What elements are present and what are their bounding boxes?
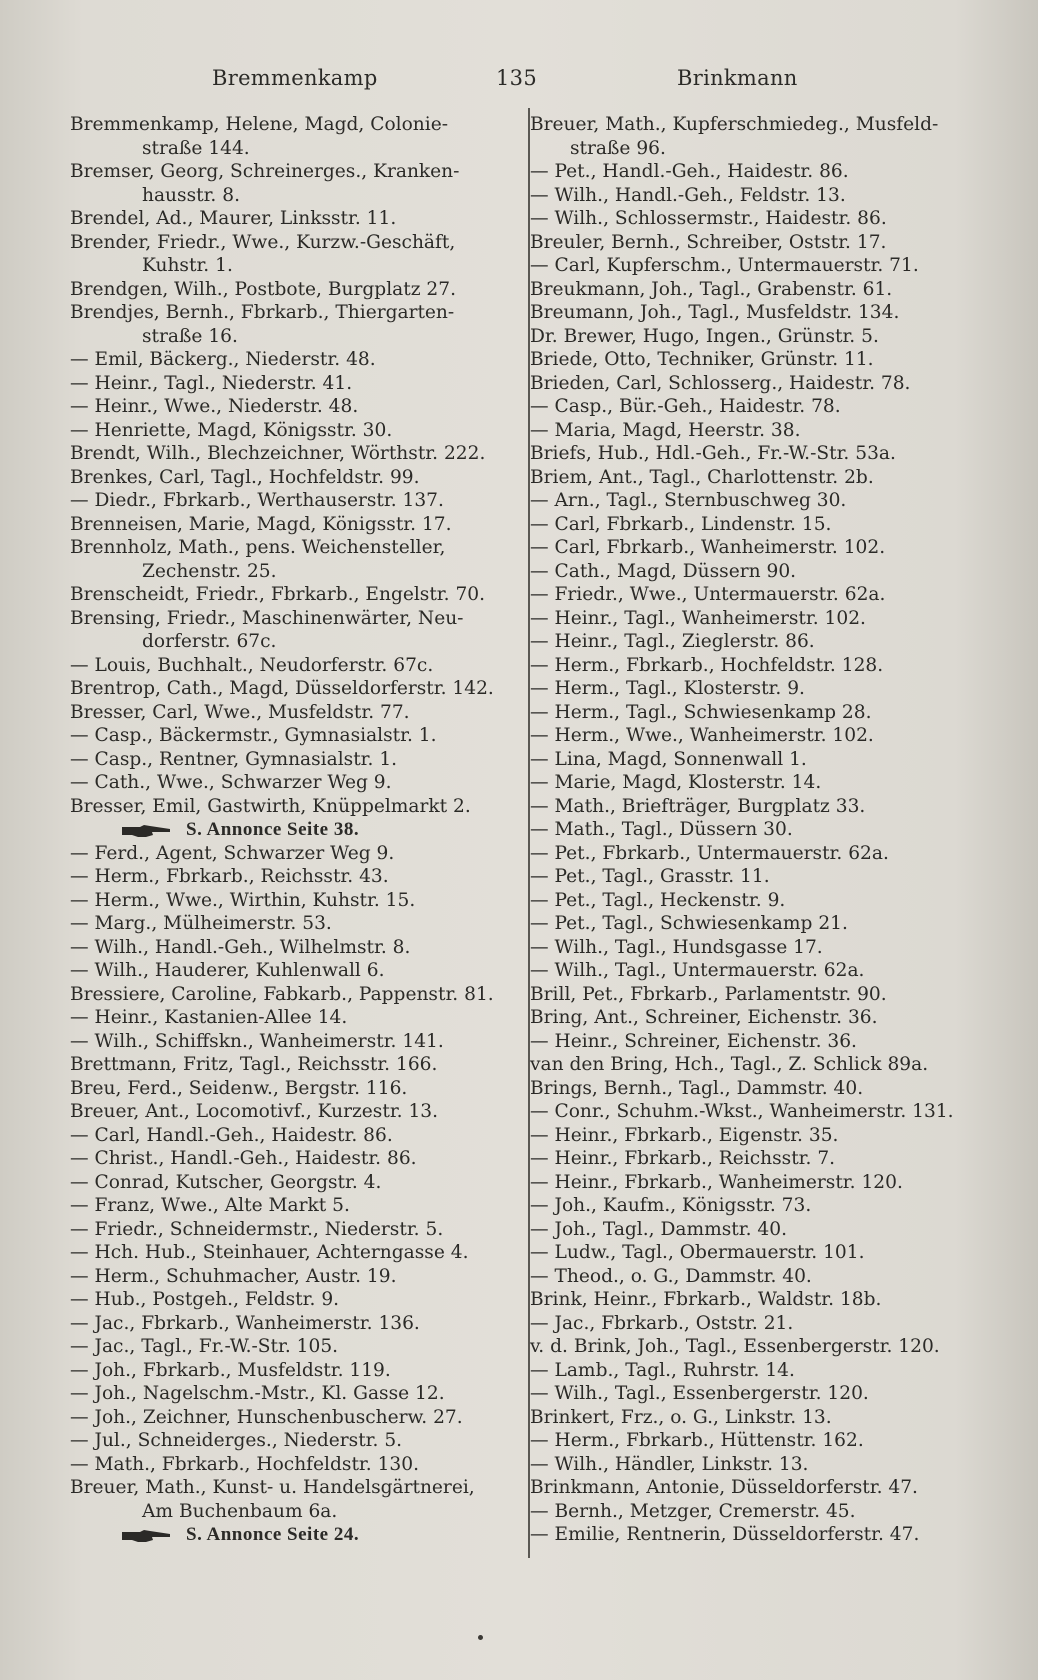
directory-entry: Breuer, Math., Kunst- u. Handelsgärtnerei, Am Buchenbaum 6a. <box>70 1477 475 1522</box>
directory-entry: — Joh., Fbrkarb., Musfeldstr. 119. <box>70 1359 391 1381</box>
directory-entry: — Herm., Wwe., Wirthin, Kuhstr. 15. <box>70 889 416 911</box>
directory-entry: Breuler, Bernh., Schreiber, Oststr. 17. <box>530 231 887 253</box>
directory-entry: — Herm., Fbrkarb., Hüttenstr. 162. <box>530 1430 864 1451</box>
directory-entry: — Carl, Fbrkarb., Lindenstr. 15. <box>530 513 832 535</box>
directory-entry: — Casp., Rentner, Gymnasialstr. 1. <box>70 748 398 770</box>
directory-entry: Breuer, Math., Kupferschmiedeg., Musfeld-straße 96. <box>530 114 939 159</box>
directory-entry: — Jul., Schneiderges., Niederstr. 5. <box>70 1430 403 1451</box>
directory-entry: — Franz, Wwe., Alte Markt 5. <box>70 1195 350 1216</box>
directory-entry: — Carl, Fbrkarb., Wanheimerstr. 102. <box>530 537 886 558</box>
directory-entry: — Heinr., Fbrkarb., Wanheimerstr. 120. <box>530 1171 903 1193</box>
pointing-hand-icon <box>120 1528 172 1544</box>
directory-entry: Brenscheidt, Friedr., Fbrkarb., Engelstr. 70. <box>70 584 486 605</box>
directory-entry: — Heinr., Tagl., Zieglerstr. 86. <box>530 631 815 652</box>
directory-entry: — Christ., Handl.-Geh., Haidestr. 86. <box>70 1148 417 1169</box>
directory-entry: Breumann, Joh., Tagl., Musfeldstr. 134. <box>530 302 900 323</box>
directory-entry: — Joh., Kaufm., Königsstr. 73. <box>530 1195 812 1216</box>
directory-entry: Briefs, Hub., Hdl.-Geh., Fr.-W.-Str. 53a. <box>530 443 896 464</box>
directory-entry: — Pet., Tagl., Grasstr. 11. <box>530 866 770 887</box>
directory-entry: Bring, Ant., Schreiner, Eichenstr. 36. <box>530 1007 878 1028</box>
directory-entry: Bressiere, Caroline, Fabkarb., Pappenstr. 81. <box>70 983 494 1005</box>
directory-entry: Breu, Ferd., Seidenw., Bergstr. 116. <box>70 1077 408 1099</box>
directory-entry: — Heinr., Tagl., Niederstr. 41. <box>70 372 353 394</box>
directory-entry: Brendgen, Wilh., Postbote, Burgplatz 27. <box>70 278 456 300</box>
directory-entry: — Conrad, Kutscher, Georgstr. 4. <box>70 1171 382 1193</box>
pointing-hand-icon <box>120 823 172 839</box>
directory-entry: — Pet., Tagl., Schwiesenkamp 21. <box>530 913 848 934</box>
directory-entry: Dr. Brewer, Hugo, Ingen., Grünstr. 5. <box>530 325 879 347</box>
directory-entry: — Pet., Tagl., Heckenstr. 9. <box>530 889 786 911</box>
directory-entry: — Herm., Fbrkarb., Reichsstr. 43. <box>70 866 389 887</box>
page-header <box>0 66 1038 96</box>
directory-entry: — Herm., Tagl., Klosterstr. 9. <box>530 678 805 699</box>
directory-entry: Brendt, Wilh., Blechzeichner, Wörthstr. 222. <box>70 443 486 464</box>
directory-entry: — Conr., Schuhm.-Wkst., Wanheimerstr. 131. <box>530 1101 954 1122</box>
directory-entry: — Jac., Tagl., Fr.-W.-Str. 105. <box>70 1336 339 1357</box>
directory-entry: Brentrop, Cath., Magd, Düsseldorferstr. 142. <box>70 678 494 699</box>
annonce-reference <box>70 1523 502 1547</box>
directory-entry: Breukmann, Joh., Tagl., Grabenstr. 61. <box>530 278 893 300</box>
annonce-text: S. Annonce Seite 24. <box>186 1524 360 1545</box>
header-right-catchword: Brinkmann <box>677 66 798 90</box>
directory-entry: — Carl, Handl.-Geh., Haidestr. 86. <box>70 1124 393 1146</box>
directory-entry: — Cath., Magd, Düssern 90. <box>530 560 797 582</box>
directory-entry: Bremser, Georg, Schreinerges., Kranken-hausstr. 8. <box>70 161 460 206</box>
directory-entry: — Hch. Hub., Steinhauer, Achterngasse 4. <box>70 1242 469 1263</box>
directory-entry: — Hub., Postgeh., Feldstr. 9. <box>70 1289 340 1310</box>
directory-entry: — Heinr., Fbrkarb., Reichsstr. 7. <box>530 1148 836 1169</box>
header-left-catchword: Bremmenkamp <box>212 66 378 90</box>
directory-entry: Brink, Heinr., Fbrkarb., Waldstr. 18b. <box>530 1289 882 1310</box>
directory-entry: Brings, Bernh., Tagl., Dammstr. 40. <box>530 1077 864 1099</box>
directory-entry: — Marg., Mülheimerstr. 53. <box>70 913 332 934</box>
left-column <box>70 113 502 1547</box>
directory-entry: — Friedr., Schneidermstr., Niederstr. 5. <box>70 1218 444 1240</box>
directory-entry: — Heinr., Wwe., Niederstr. 48. <box>70 396 359 417</box>
directory-entry: Briede, Otto, Techniker, Grünstr. 11. <box>530 349 874 370</box>
directory-entry: — Joh., Nagelschm.-Mstr., Kl. Gasse 12. <box>70 1383 445 1404</box>
directory-entry: Brenneisen, Marie, Magd, Königsstr. 17. <box>70 513 452 535</box>
directory-entry: — Jac., Fbrkarb., Oststr. 21. <box>530 1312 794 1334</box>
directory-entry: — Herm., Tagl., Schwiesenkamp 28. <box>530 701 872 723</box>
directory-entry: Brenkes, Carl, Tagl., Hochfeldstr. 99. <box>70 466 420 488</box>
directory-entry: — Wilh., Handl.-Geh., Wilhelmstr. 8. <box>70 936 411 958</box>
directory-entry: van den Bring, Hch., Tagl., Z. Schlick 89a. <box>530 1054 929 1075</box>
directory-entry: Breuer, Ant., Locomotivf., Kurzestr. 13. <box>70 1101 439 1122</box>
directory-entry: — Herm., Wwe., Wanheimerstr. 102. <box>530 725 874 746</box>
page-number: 135 <box>496 66 537 90</box>
directory-entry: — Ludw., Tagl., Obermauerstr. 101. <box>530 1242 865 1263</box>
directory-entry: — Joh., Tagl., Dammstr. 40. <box>530 1218 787 1240</box>
directory-entry: Brennholz, Math., pens. Weichensteller, Zechenstr. 25. <box>70 537 446 582</box>
annonce-text: S. Annonce Seite 38. <box>186 819 360 840</box>
directory-entry: — Math., Briefträger, Burgplatz 33. <box>530 795 866 817</box>
directory-entry: — Heinr., Schreiner, Eichenstr. 36. <box>530 1030 857 1052</box>
directory-entry: Brieden, Carl, Schlosserg., Haidestr. 78. <box>530 372 911 394</box>
directory-entry: — Ferd., Agent, Schwarzer Weg 9. <box>70 842 395 864</box>
directory-entry: — Heinr., Fbrkarb., Eigenstr. 35. <box>530 1124 839 1146</box>
directory-entry: Brendjes, Bernh., Fbrkarb., Thiergarten-straße 16. <box>70 302 455 347</box>
directory-entry: Bresser, Emil, Gastwirth, Knüppelmarkt 2. <box>70 795 471 817</box>
directory-entry: — Wilh., Schiffskn., Wanheimerstr. 141. <box>70 1030 444 1052</box>
directory-entry: — Bernh., Metzger, Cremerstr. 45. <box>530 1500 856 1522</box>
directory-entry: — Carl, Kupferschm., Untermauerstr. 71. <box>530 255 919 276</box>
directory-entry: Bremmenkamp, Helene, Magd, Colonie-straße 144. <box>70 114 448 159</box>
directory-entry: — Herm., Fbrkarb., Hochfeldstr. 128. <box>530 654 884 676</box>
directory-entry: Brinkmann, Antonie, Düsseldorferstr. 47. <box>530 1477 918 1498</box>
directory-entry: — Wilh., Tagl., Hundsgasse 17. <box>530 936 823 958</box>
directory-entry: — Herm., Schuhmacher, Austr. 19. <box>70 1265 397 1287</box>
directory-entry: — Pet., Fbrkarb., Untermauerstr. 62a. <box>530 842 889 864</box>
directory-entry: — Henriette, Magd, Königsstr. 30. <box>70 419 393 441</box>
directory-entry: — Wilh., Tagl., Essenbergerstr. 120. <box>530 1383 869 1404</box>
directory-entry: — Friedr., Wwe., Untermauerstr. 62a. <box>530 584 886 605</box>
directory-entry: — Jac., Fbrkarb., Wanheimerstr. 136. <box>70 1312 420 1334</box>
directory-entry: — Math., Tagl., Düssern 30. <box>530 819 793 840</box>
directory-entry: Brendel, Ad., Maurer, Linksstr. 11. <box>70 208 397 229</box>
annonce-reference <box>70 818 502 842</box>
directory-entry: — Pet., Handl.-Geh., Haidestr. 86. <box>530 161 849 182</box>
directory-entry: v. d. Brink, Joh., Tagl., Essenbergerstr. 120. <box>530 1336 940 1357</box>
directory-entry: Brender, Friedr., Wwe., Kurzw.-Geschäft, Kuhstr. 1. <box>70 231 456 276</box>
directory-entry: — Wilh., Hauderer, Kuhlenwall 6. <box>70 960 385 981</box>
directory-entry: — Wilh., Schlossermstr., Haidestr. 86. <box>530 208 887 229</box>
directory-entry: — Louis, Buchhalt., Neudorferstr. 67c. <box>70 654 434 676</box>
print-speck <box>478 1635 483 1640</box>
directory-entry: Briem, Ant., Tagl., Charlottenstr. 2b. <box>530 466 874 488</box>
directory-entry: — Casp., Bäckermstr., Gymnasialstr. 1. <box>70 725 437 746</box>
directory-entry: — Arn., Tagl., Sternbuschweg 30. <box>530 490 847 511</box>
directory-entry: — Wilh., Händler, Linkstr. 13. <box>530 1453 809 1475</box>
directory-entry: Brill, Pet., Fbrkarb., Parlamentstr. 90. <box>530 983 887 1005</box>
directory-entry: — Heinr., Kastanien-Allee 14. <box>70 1007 348 1028</box>
directory-entry: — Marie, Magd, Klosterstr. 14. <box>530 772 822 793</box>
directory-entry: — Diedr., Fbrkarb., Werthauserstr. 137. <box>70 490 444 511</box>
directory-entry: — Emil, Bäckerg., Niederstr. 48. <box>70 349 376 370</box>
directory-entry: — Wilh., Handl.-Geh., Feldstr. 13. <box>530 184 846 206</box>
directory-entry: — Casp., Bür.-Geh., Haidestr. 78. <box>530 396 841 417</box>
directory-entry: — Emilie, Rentnerin, Düsseldorferstr. 47. <box>530 1524 920 1545</box>
directory-entry: — Cath., Wwe., Schwarzer Weg 9. <box>70 772 392 793</box>
directory-entry: — Math., Fbrkarb., Hochfeldstr. 130. <box>70 1453 419 1475</box>
directory-entry: Brettmann, Fritz, Tagl., Reichsstr. 166. <box>70 1054 438 1075</box>
right-column <box>530 113 970 1547</box>
directory-entry: Brensing, Friedr., Maschinenwärter, Neu-dorferstr. 67c. <box>70 607 464 652</box>
directory-entry: — Joh., Zeichner, Hunschenbuscherw. 27. <box>70 1406 463 1428</box>
directory-entry: Bresser, Carl, Wwe., Musfeldstr. 77. <box>70 701 410 723</box>
directory-entry: — Heinr., Tagl., Wanheimerstr. 102. <box>530 607 866 629</box>
directory-entry: — Lamb., Tagl., Ruhrstr. 14. <box>530 1359 795 1381</box>
directory-entry: Brinkert, Frz., o. G., Linkstr. 13. <box>530 1406 832 1428</box>
directory-entry: — Lina, Magd, Sonnenwall 1. <box>530 748 807 770</box>
directory-entry: — Theod., o. G., Dammstr. 40. <box>530 1265 812 1287</box>
directory-entry: — Wilh., Tagl., Untermauerstr. 62a. <box>530 960 865 981</box>
directory-entry: — Maria, Magd, Heerstr. 38. <box>530 419 801 441</box>
